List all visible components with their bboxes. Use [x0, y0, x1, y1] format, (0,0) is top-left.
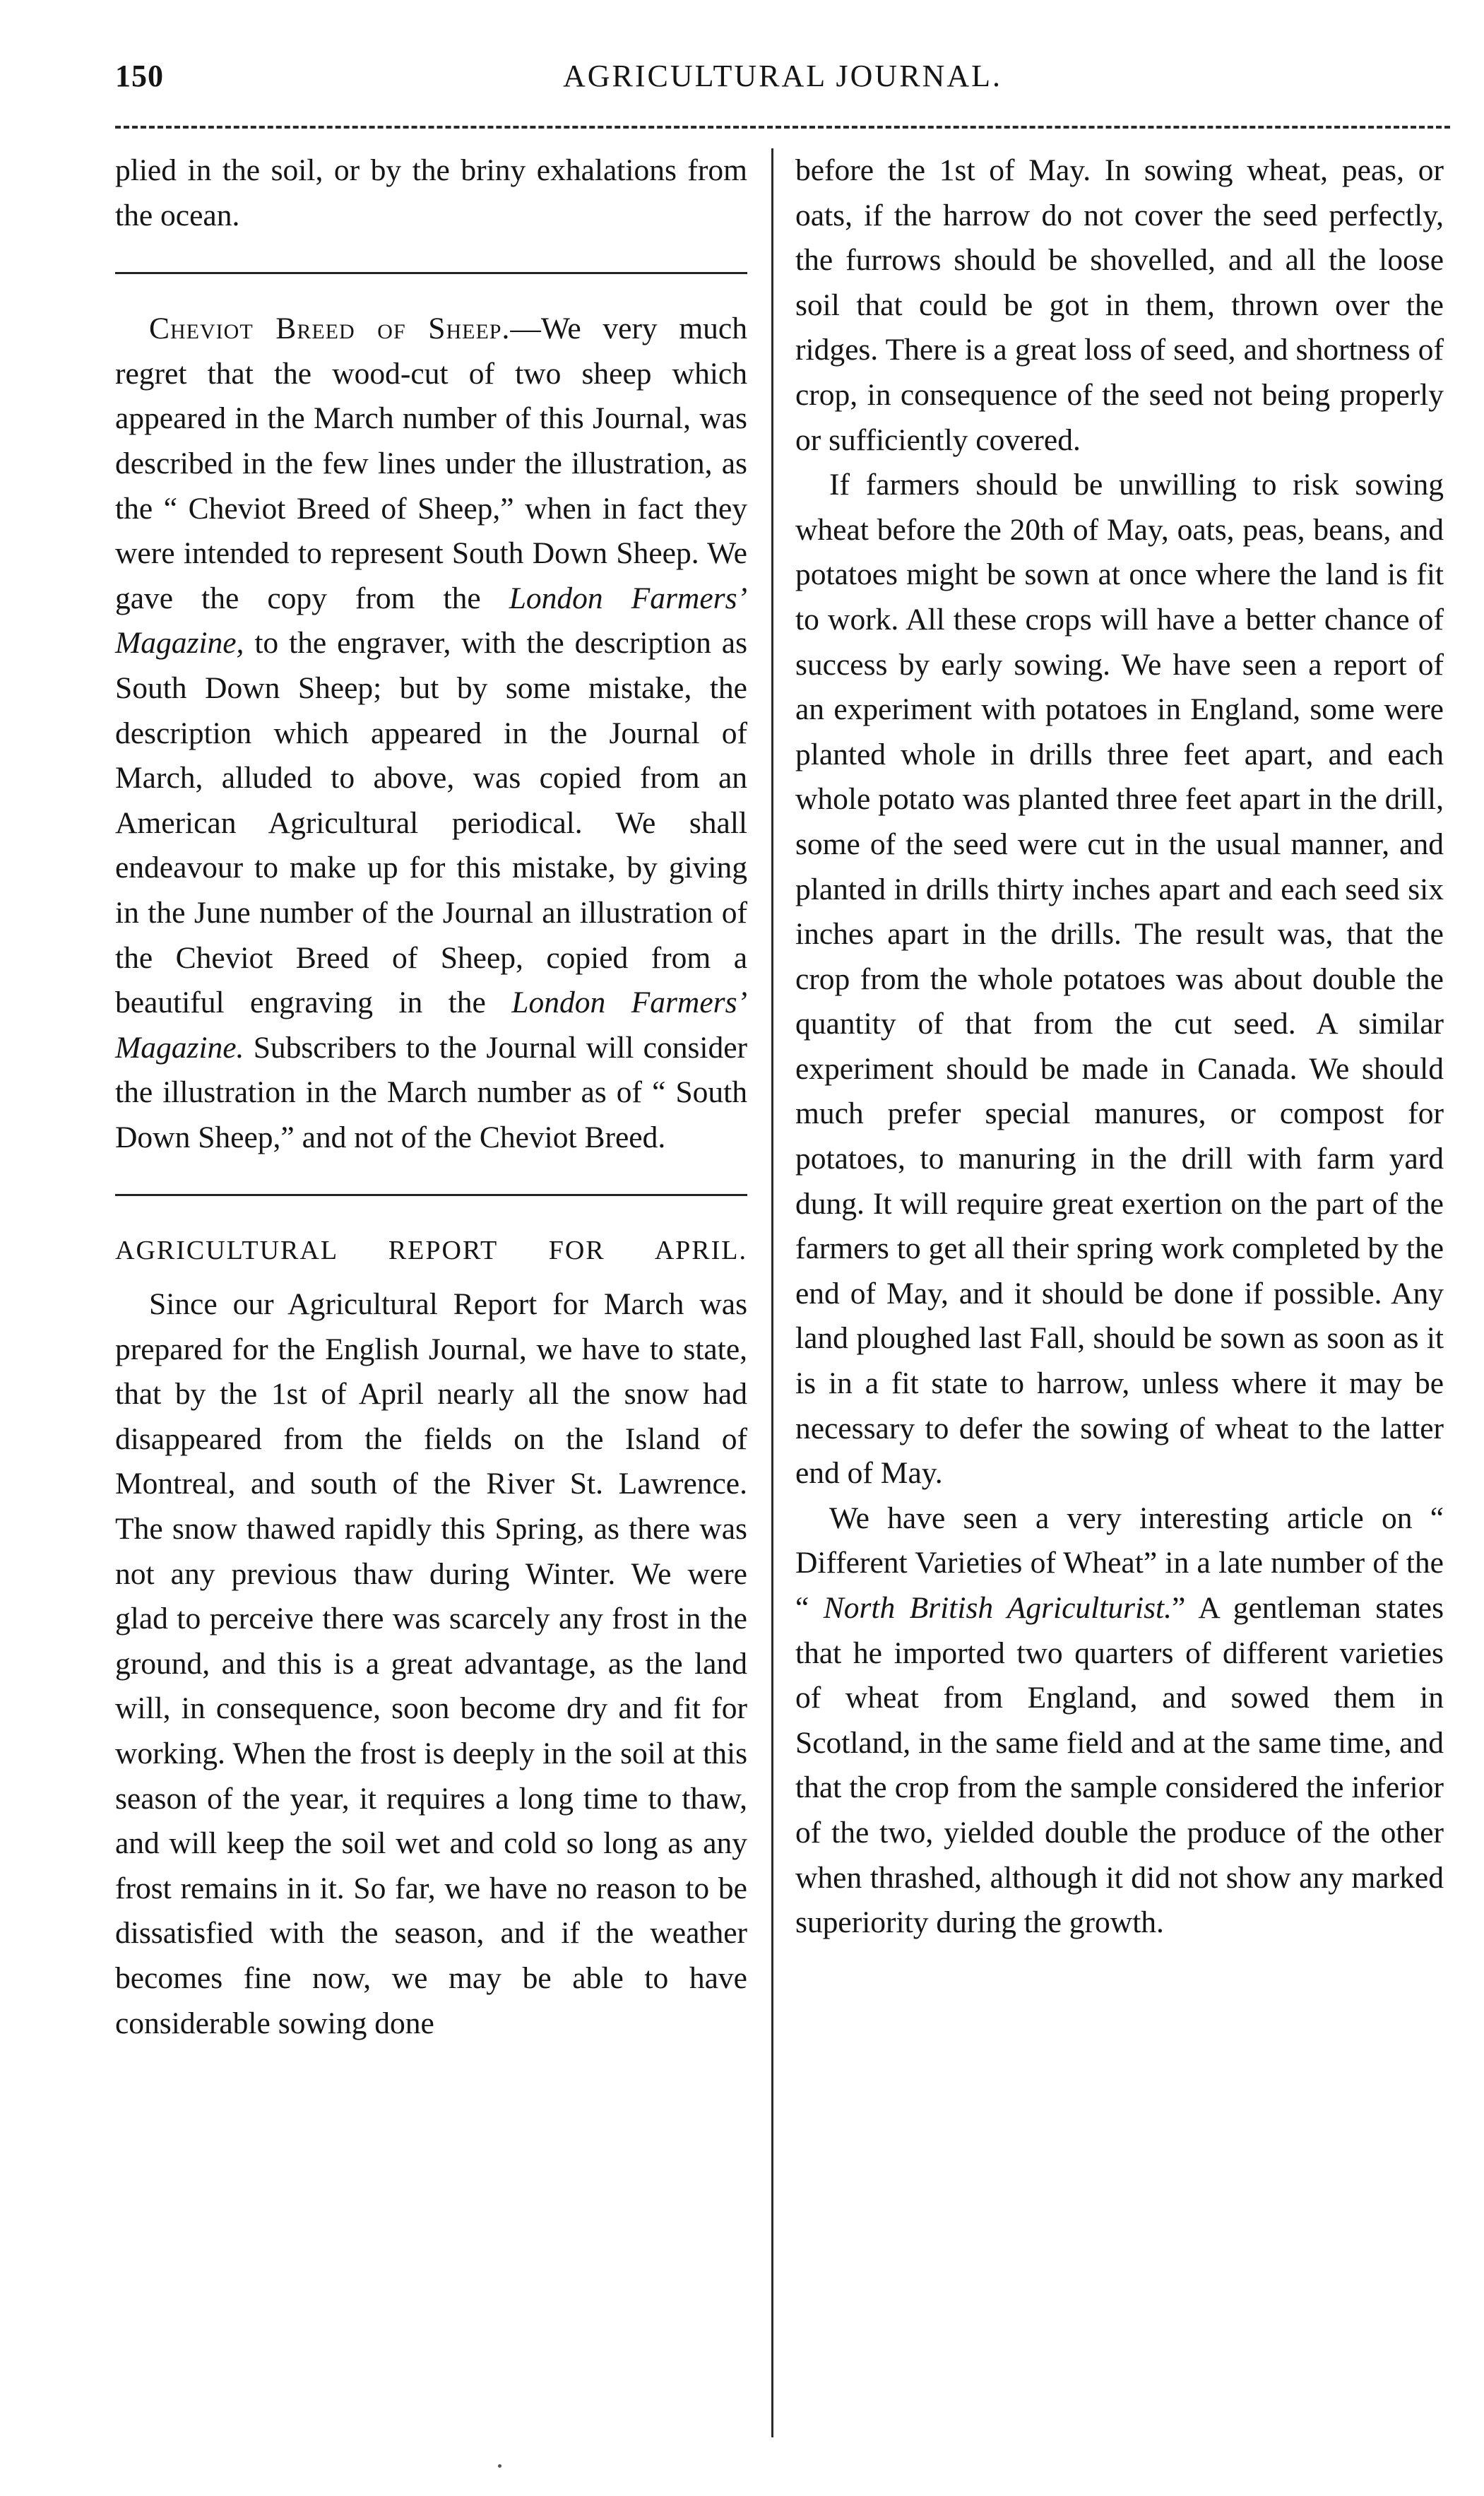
cheviot-article-title: Cheviot Breed of Sheep. [149, 312, 511, 346]
section-divider [115, 272, 747, 274]
cheviot-italic-1: London Farmers’ Magazine, [115, 581, 747, 661]
left-column [115, 148, 747, 2046]
print-speck [498, 2464, 501, 2468]
cheviot-italic-2: London Farmers’ Magazine. [115, 986, 747, 1065]
report-heading: AGRICULTURAL REPORT FOR APRIL. [115, 1236, 747, 1266]
right-paragraph-1: before the 1st of May. In sowing wheat, peas, or oats, if the harrow do not cover the seed perfectly, the furrows should be shovelled, and all the loose soil that could be got in them, thrown over the ridges. There is a great loss of seed, and shortness of crop, in consequence of the seed not being properly or sufficiently covered. [795, 153, 1444, 457]
report-paragraph: Since our Agricultural Report for March was prepared for the English Journal, we have to state, that by the 1st of April nearly all the snow had disappeared from the fields on the Island of Montreal, and south of the River St. Lawrence. The snow thawed rapidly this Spring, as there was not any previous thaw during Winter. We were glad to perceive there was scarcely any frost in the ground, and this is a great advantage, as the land will, in consequence, soon become dry and fit for working. When the frost is deeply in the soil at this season of the year, it requires a long time to thaw, and will keep the soil wet and cold so long as any frost remains in it. So far, we have no reason to be dissatisfied with the season, and if the weather becomes fine now, we may be able to have considerable sowing done [115, 1287, 747, 2040]
page-header [115, 58, 1450, 114]
running-head: AGRICULTURAL JOURNAL. [563, 59, 1002, 93]
column-divider [771, 148, 773, 2437]
cheviot-text-2: to the engraver, with the description as South Down Sheep; but by some mistake, the description which appeared in the Journal of March, alluded to above, was copied from an American Agricultural periodical. We shall endeavour to make up for this mistake, by giving in the June number of the Journal an illustration of the Cheviot Breed of Sheep, copied from a beautiful engraving in the [115, 626, 747, 1020]
cheviot-text-3: Subscribers to the Journal will consider the illustration in the March number as of “ South Down Sheep,” and not of the Cheviot Breed. [115, 1030, 747, 1154]
periodical-title: North British Agriculturist. [823, 1591, 1172, 1625]
cheviot-article [115, 307, 747, 1160]
cheviot-text-1: —We very much regret that the wood-cut of two sheep which appeared in the March number of this Journal, was described in the few lines under the illustration, as the “ Cheviot Breed of Sheep,” when in fact they were intended to represent South Down Sheep. We gave the copy from the [115, 312, 747, 615]
wheat-article-text-end: ” A gentleman states that he imported two quarters of different varieties of wheat from England, and sowed them in Scotland, in the same field and at the same time, and that the crop from the sample considered the inferior of the two, yielded double the produce of the other when thrashed, although it did not show any marked superiority during the growth. [795, 1591, 1444, 1940]
right-paragraph-3 [795, 1496, 1444, 1946]
right-column [795, 148, 1444, 1946]
section-divider [115, 1194, 747, 1196]
wheat-article-text-start: We have seen a very interesting article on “ Different Varieties of Wheat” in a late number of the “ [795, 1501, 1444, 1625]
right-paragraph-2: If farmers should be unwilling to risk sowing wheat before the 20th of May, oats, peas, beans, and potatoes might be sown at once where the land is fit to work. All these crops will have a better chance of success by early sowing. We have seen a report of an experiment with potatoes in England, some were planted whole in drills three feet apart, and each whole potato was planted three feet apart in the drill, some of the seed were cut in the usual manner, and planted in drills thirty inches apart and each seed six inches apart in the drills. The result was, that the crop from the whole potatoes was about double the quantity of that from the cut seed. A similar experiment should be made in Canada. We should much prefer special manures, or compost for potatoes, to manuring in the drill with farm yard dung. It will require great exertion on the part of the farmers to get all their spring work completed by the end of May, and it should be done if possible. Any land ploughed last Fall, should be sown as soon as it is in a fit state to harrow, unless where it may be necessary to defer the sowing of wheat to the latter end of May. [795, 468, 1444, 1491]
header-rule [115, 126, 1450, 129]
continued-paragraph: plied in the soil, or by the briny exhalations from the ocean. [115, 153, 747, 232]
page-number: 150 [115, 59, 164, 93]
